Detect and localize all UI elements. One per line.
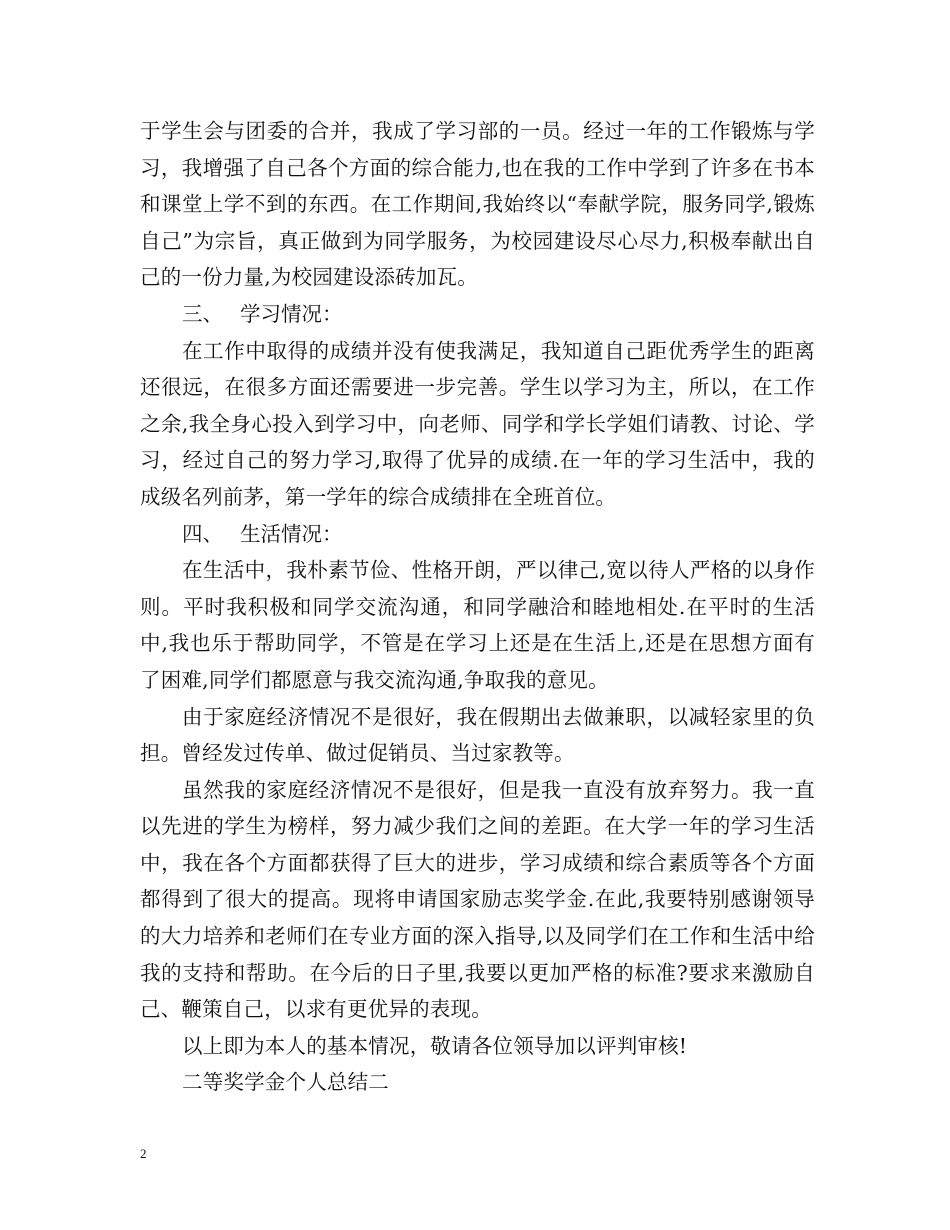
paragraph-study: 在工作中取得的成绩并没有使我满足，我知道自己距优秀学生的距离还很远，在很多方面还需要进一步完善。学生以学习为主，所以，在工作之余,我全身心投入到学习中，向老师、同学和学长学姐们请教、讨论、学习，经过自己的努力学习,取得了优异的成绩.在一年的学习生活中，我的成级名列前茅，第一学年的综合成绩排在全班首位。 <box>140 338 815 509</box>
section-heading-study <box>140 296 815 333</box>
section-title-life: 生活情况： <box>240 521 343 546</box>
paragraph-life: 在生活中，我朴素节俭、性格开朗，严以律己,宽以待人严格的以身作则。平时我积极和同学交流沟通，和同学融洽和睦地相处.在平时的生活中,我也乐于帮助同学，不管是在学习上还是在生活上,还是在思想方面有了困难,同学们都愿意与我交流沟通,争取我的意见。 <box>140 558 815 692</box>
paragraph-effort: 虽然我的家庭经济情况不是很好，但是我一直没有放弃努力。我一直以先进的学生为榜样，努力减少我们之间的差距。在大学一年的学习生活中，我在各个方面都获得了巨大的进步，学习成绩和综合素质等各个方面都得到了很大的提高。现将申请国家励志奖学金.在此,我要特别感谢领导的大力培养和老师们在专业方面的深入指导,以及同学们在工作和生活中给我的支持和帮助。在今后的日子里,我要以更加严格的标准?要求来激励自己、鞭策自己，以求有更优异的表现。 <box>140 777 815 1022</box>
page-number: 2 <box>140 1146 147 1161</box>
document-body <box>140 113 815 1101</box>
paragraph-conclusion: 以上即为本人的基本情况，敬请各位领导加以评判审核! <box>182 1033 688 1058</box>
paragraph-work-summary: 于学生会与团委的合并，我成了学习部的一员。经过一年的工作锻炼与学习，我增强了自己各个方面的综合能力,也在我的工作中学到了许多在书本和课堂上学不到的东西。在工作期间,我始终以“奉献学院，服务同学,锻炼自己”为宗旨，真正做到为同学服务，为校园建设尽心尽力,积极奉献出自己的一份力量,为校园建设添砖加瓦。 <box>140 119 815 290</box>
section-heading-life <box>140 516 815 553</box>
section-title-study: 学习情况： <box>240 301 343 326</box>
paragraph-family: 由于家庭经济情况不是很好，我在假期出去做兼职，以减轻家里的负担。曾经发过传单、做过促销员、当过家教等。 <box>140 704 815 766</box>
section-number-four: 四、 <box>182 521 223 546</box>
paragraph-next-title: 二等奖学金个人总结二 <box>182 1070 389 1095</box>
section-number-three: 三、 <box>182 301 223 326</box>
